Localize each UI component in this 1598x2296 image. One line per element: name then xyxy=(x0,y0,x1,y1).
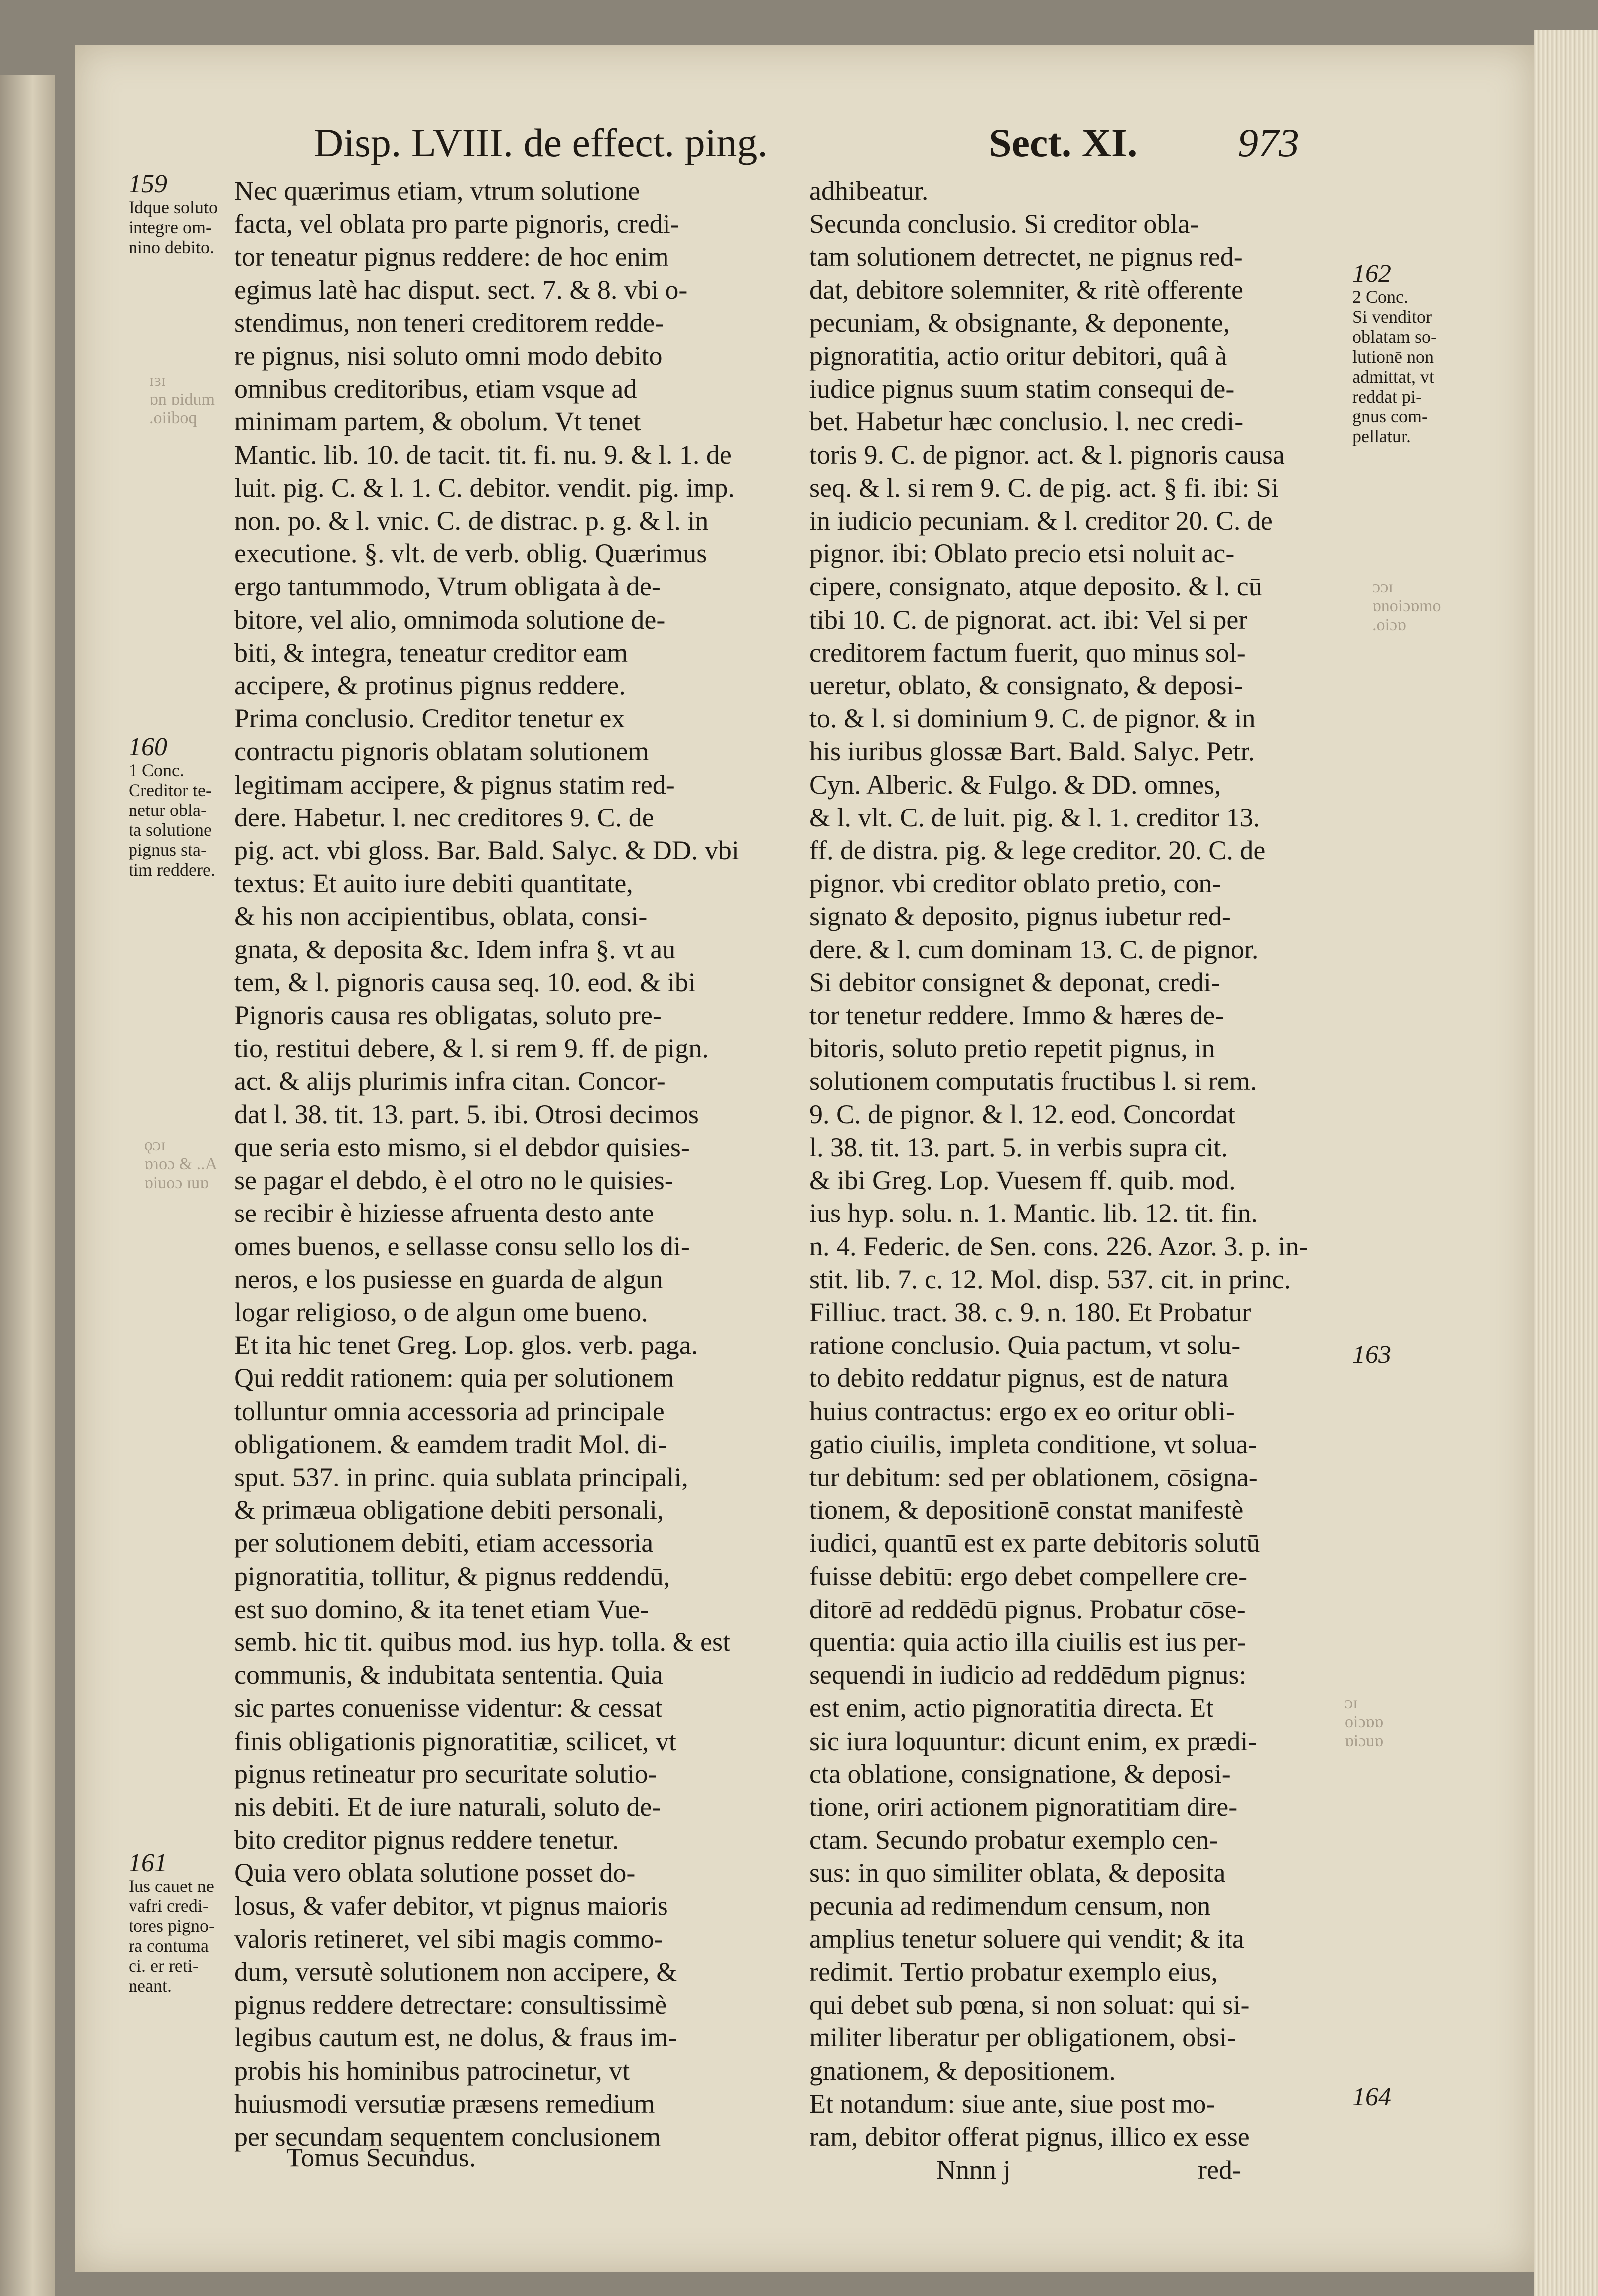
text-line: quentia: quia actio illa ciuilis est ius per- xyxy=(809,1626,1246,1657)
text-line: per solutionem debiti, etiam accessoria xyxy=(234,1528,654,1558)
text-line: Nec quærimus etiam, vtrum solutione xyxy=(234,176,640,206)
text-line: sequendi in iudicio ad reddēdum pignus: xyxy=(809,1660,1247,1690)
text-line: egimus latè hac disput. sect. 7. & 8. vbi o- xyxy=(234,274,688,305)
text-line: & primæua obligatione debiti personali, xyxy=(234,1495,664,1525)
text-line: sic iura loquuntur: dicunt enim, ex prædi- xyxy=(809,1726,1257,1756)
text-line: pignus reddere detrectare: consultissimè xyxy=(234,1990,667,2020)
margin-note-line: admittat, vt xyxy=(1352,367,1434,387)
text-line: dum, versutè solutionem non accipere, & xyxy=(234,1956,677,1987)
margin-note-line: gnus com- xyxy=(1352,406,1428,426)
text-line: n. 4. Federic. de Sen. cons. 226. Azor. 3. p. in- xyxy=(809,1231,1308,1261)
margin-note-number: 160 xyxy=(129,733,167,761)
margin-note-line: netur obla- xyxy=(129,800,207,820)
text-line: pignor. vbi creditor oblato pretio, con- xyxy=(809,868,1221,899)
margin-note-line: Idque soluto xyxy=(129,197,218,217)
margin-note-number: 159 xyxy=(129,170,167,198)
text-line: legitimam accipere, & pignus statim red- xyxy=(234,769,675,800)
text-line: per secundam sequentem conclusionem xyxy=(234,2121,661,2152)
text-line: dat l. 38. tit. 13. part. 5. ibi. Otrosi decimos xyxy=(234,1099,699,1129)
margin-note-number: 162 xyxy=(1352,260,1391,288)
text-line: to. & l. si dominium 9. C. de pignor. & in xyxy=(809,703,1256,734)
margin-note-line: Si venditor xyxy=(1352,307,1432,327)
margin-note-line: integre om- xyxy=(129,217,212,237)
text-line: his iuribus glossæ Bart. Bald. Salyc. Petr. xyxy=(809,736,1255,767)
text-line: tur debitum: sed per oblationem, cōsigna- xyxy=(809,1462,1258,1492)
text-line: gatio ciuilis, impleta conditione, vt solua- xyxy=(809,1429,1257,1459)
text-line: ctam. Secundo probatur exemplo cen- xyxy=(809,1825,1218,1855)
text-line: amplius tenetur soluere qui vendit; & ita xyxy=(809,1923,1244,1954)
text-line: sus: in quo similiter oblata, & deposita xyxy=(809,1858,1226,1888)
text-line: 9. C. de pignor. & l. 12. eod. Concordat xyxy=(809,1099,1235,1129)
text-line: Et notandum: siue ante, siue post mo- xyxy=(809,2088,1215,2119)
section-head: Sect. XI. xyxy=(989,120,1138,165)
bleed-through-left-2: ǫᴐɪ ɒɿoɔ & ..A ɒiuoɔ ɪuɒ xyxy=(144,1136,218,1192)
margin-note-line: 1 Conc. xyxy=(129,760,184,780)
right-text-column xyxy=(809,174,1360,2153)
text-line: omes buenos, e sellasse consu sello los di- xyxy=(234,1231,690,1261)
margin-note-line: reddat pi- xyxy=(1352,387,1422,406)
text-line: minimam partem, & obolum. Vt tenet xyxy=(234,406,641,437)
text-line: tione, oriri actionem pignoratitiam dire- xyxy=(809,1791,1238,1822)
page-number: 973 xyxy=(1238,120,1299,165)
text-line: Mantic. lib. 10. de tacit. tit. fi. nu. 9. & l. 1. de xyxy=(234,439,732,470)
text-line: se pagar el debdo, è el otro no le quisies- xyxy=(234,1165,673,1196)
text-line: stit. lib. 7. c. 12. Mol. disp. 537. cit. in princ. xyxy=(809,1264,1291,1294)
text-line: militer liberatur per obligationem, obsi- xyxy=(809,2023,1236,2053)
text-line: solutionem computatis fructibus l. si rem. xyxy=(809,1066,1257,1096)
text-line: contractu pignoris oblatam solutionem xyxy=(234,736,649,767)
text-line: ram, debitor offerat pignus, illico ex esse xyxy=(809,2121,1250,2152)
text-line: pignor. ibi: Oblato precio etsi noluit ac- xyxy=(809,539,1235,569)
margin-note-line: nino debito. xyxy=(129,237,214,257)
margin-note-line: vafri credi- xyxy=(129,1896,209,1916)
text-line: executione. §. vlt. de verb. oblig. Quærimus xyxy=(234,539,707,569)
margin-note-line: 2 Conc. xyxy=(1352,287,1408,307)
text-line: dere. & l. cum dominam 13. C. de pignor. xyxy=(809,934,1259,964)
text-line: cipere, consignato, atque deposito. & l. cū xyxy=(809,571,1262,602)
text-line: redimit. Tertio probatur exemplo eius, xyxy=(809,1956,1218,1987)
margin-note-line: lutionē non xyxy=(1352,347,1434,367)
bleed-through-right-2: ᴐɪ oiɔɒɒ ɒiɔuɒ xyxy=(1345,1694,1384,1750)
text-line: adhibeatur. xyxy=(809,176,929,206)
margin-note-line: Ius cauet ne xyxy=(129,1876,214,1896)
text-line: Qui reddit rationem: quia per solutionem xyxy=(234,1363,674,1393)
margin-note-number: 163 xyxy=(1352,1341,1391,1369)
margin-note-line: pellatur. xyxy=(1352,426,1411,446)
text-line: & ibi Greg. Lop. Vuesem ff. quib. mod. xyxy=(809,1165,1236,1196)
text-line: sic partes conuenisse videntur: & cessat xyxy=(234,1693,663,1723)
text-line: Cyn. Alberic. & Fulgo. & DD. omnes, xyxy=(809,769,1221,800)
text-line: bitore, vel alio, omnimoda solutione de- xyxy=(234,604,666,635)
margin-note-159 xyxy=(129,170,218,257)
margin-note-line: ci. er reti- xyxy=(129,1956,199,1976)
text-line: toris 9. C. de pignor. act. & l. pignoris causa xyxy=(809,439,1285,470)
margin-note-line: ra contuma xyxy=(129,1936,209,1956)
text-line: re pignus, nisi soluto omni modo debito xyxy=(234,341,663,371)
text-line: losus, & vafer debitor, vt pignus maioris xyxy=(234,1891,668,1921)
text-line: & l. vlt. C. de luit. pig. & l. 1. creditor 13. xyxy=(809,802,1260,832)
running-head: Disp. LVIII. de effect. ping. xyxy=(314,120,768,165)
text-line: tibi 10. C. de pignorat. act. ibi: Vel si per xyxy=(809,604,1248,635)
margin-note-line: neant. xyxy=(129,1976,172,1996)
text-line: tor teneatur pignus reddere: de hoc enim xyxy=(234,242,669,272)
text-line: fuisse debitū: ergo debet compellere cre- xyxy=(809,1561,1248,1591)
margin-note-160 xyxy=(129,733,215,880)
text-line: pignus retineatur pro securitate solutio- xyxy=(234,1758,657,1789)
text-line: Pignoris causa res obligatas, soluto pre- xyxy=(234,1000,662,1031)
text-line: dere. Habetur. l. nec creditores 9. C. de xyxy=(234,802,654,832)
text-line: legibus cautum est, ne dolus, & fraus im- xyxy=(234,2023,677,2053)
text-line: Si debitor consignet & deponat, credi- xyxy=(809,967,1220,997)
margin-note-line: oblatam so- xyxy=(1352,327,1437,347)
text-line: to debito reddatur pignus, est de natura xyxy=(809,1363,1229,1393)
text-line: logar religioso, o de algun ome bueno. xyxy=(234,1297,648,1327)
text-line: Filliuc. tract. 38. c. 9. n. 180. Et Probatur xyxy=(809,1297,1251,1327)
text-line: ueretur, oblato, & consignato, & deposi- xyxy=(809,671,1243,701)
text-line: luit. pig. C. & l. 1. C. debitor. vendit. pig. imp. xyxy=(234,472,735,503)
text-line: tam solutionem detrectet, ne pignus red- xyxy=(809,242,1243,272)
text-line: stendimus, non teneri creditorem redde- xyxy=(234,307,664,338)
text-line: huiusmodi versutiæ præsens remedium xyxy=(234,2088,655,2119)
margin-note-number: 161 xyxy=(129,1849,167,1877)
volume-footer: Tomus Secundus. xyxy=(286,2143,476,2172)
text-line: tio, restitui debere, & l. si rem 9. ff. de pign. xyxy=(234,1033,709,1064)
page-stack-edge xyxy=(1534,30,1598,2296)
text-line: gnationem, & depositionem. xyxy=(809,2055,1116,2086)
text-line: bet. Habetur hæc conclusio. l. nec credi- xyxy=(809,406,1244,437)
text-line: bito creditor pignus reddere tenetur. xyxy=(234,1825,619,1855)
text-line: signato & deposito, pignus iubetur red- xyxy=(809,901,1231,932)
text-line: seq. & l. si rem 9. C. de pig. act. § fi. ibi: Si xyxy=(809,472,1279,503)
text-line: & his non accipientibus, oblata, consi- xyxy=(234,901,648,932)
text-line: iudice pignus suum statim consequi de- xyxy=(809,374,1235,404)
text-line: Quia vero oblata solutione posset do- xyxy=(234,1858,636,1888)
text-line: textus: Et auito iure debiti quantitate, xyxy=(234,868,633,899)
text-line: tem, & l. pignoris causa seq. 10. eod. & ibi xyxy=(234,967,696,997)
text-line: ditorē ad reddēdū pignus. Probatur cōse- xyxy=(809,1594,1246,1624)
text-line: valoris retineret, vel sibi magis commo- xyxy=(234,1923,663,1954)
adjacent-page-edge xyxy=(0,75,55,2296)
text-line: Secunda conclusio. Si creditor obla- xyxy=(809,209,1199,239)
margin-note-number: 164 xyxy=(1352,2083,1391,2111)
margin-note-164 xyxy=(1352,2083,1391,2111)
margin-note-161 xyxy=(129,1849,215,1996)
text-line: communis, & indubitata sententia. Quia xyxy=(234,1660,663,1690)
text-line: pignoratitia, tollitur, & pignus reddendū, xyxy=(234,1561,670,1591)
text-line: iudici, quantū est ex parte debitoris solutū xyxy=(809,1528,1260,1558)
margin-note-line: ta solutione xyxy=(129,820,212,840)
text-line: creditorem factum fuerit, quo minus sol- xyxy=(809,637,1246,668)
text-line: facta, vel oblata pro parte pignoris, credi- xyxy=(234,209,679,239)
margin-note-line: pignus sta- xyxy=(129,840,207,860)
text-line: tionem, & depositionē constat manifestè xyxy=(809,1495,1244,1525)
text-line: pignoratitia, actio oritur debitori, quâ à xyxy=(809,341,1227,371)
text-line: cta oblatione, consignatione, & deposi- xyxy=(809,1758,1231,1789)
text-line: Et ita hic tenet Greg. Lop. glos. verb. paga. xyxy=(234,1330,698,1360)
text-line: non. po. & l. vnic. C. de distrac. p. g. & l. in xyxy=(234,506,709,536)
catchword: red- xyxy=(1198,2155,1241,2185)
bleed-through-left-1: ɪɜɪ ɒn ɒidum .oiiboq xyxy=(149,371,215,427)
text-line: biti, & integra, teneatur creditor eam xyxy=(234,637,628,668)
text-line: act. & alijs plurimis infra citan. Concor- xyxy=(234,1066,666,1096)
text-line: est enim, actio pignoratitia directa. Et xyxy=(809,1693,1214,1723)
text-line: dat, debitore solemniter, & ritè offerente xyxy=(809,274,1244,305)
text-line: huius contractus: ergo ex eo oritur obli- xyxy=(809,1396,1235,1426)
text-line: pecuniam, & obsignante, & deponente, xyxy=(809,307,1230,338)
text-line: est suo domino, & ita tenet etiam Vue- xyxy=(234,1594,649,1624)
text-line: tor tenetur reddere. Immo & hæres de- xyxy=(809,1000,1224,1031)
margin-note-line: tores pigno- xyxy=(129,1916,215,1936)
text-line: in iudicio pecuniam. & l. creditor 20. C. de xyxy=(809,506,1273,536)
margin-note-line: tim reddere. xyxy=(129,860,215,880)
left-text-column xyxy=(234,174,787,2153)
text-line: ergo tantummodo, Vtrum obligata à de- xyxy=(234,571,661,602)
text-line: finis obligationis pignoratitiæ, scilicet, vt xyxy=(234,1726,676,1756)
text-line: ff. de distra. pig. & lege creditor. 20. C. de xyxy=(809,835,1266,866)
text-line: ius hyp. solu. n. 1. Mantic. lib. 12. tit. fin. xyxy=(809,1198,1258,1228)
text-line: probis his hominibus patrocinetur, vt xyxy=(234,2055,630,2086)
text-line: bitoris, soluto pretio repetit pignus, in xyxy=(809,1033,1215,1064)
text-line: se recibir è hiziesse afruenta desto ante xyxy=(234,1198,654,1228)
text-line: que seria esto mismo, si el debdor quisies- xyxy=(234,1132,690,1162)
text-line: accipere, & protinus pignus reddere. xyxy=(234,671,626,701)
text-line: l. 38. tit. 13. part. 5. in verbis supra cit. xyxy=(809,1132,1228,1162)
text-line: qui debet sub pœna, si non soluat: qui si- xyxy=(809,1990,1250,2020)
text-line: semb. hic tit. quibus mod. ius hyp. tolla. & est xyxy=(234,1626,730,1657)
bleed-through-right-1: ᴐᴐɪ ɒnoiɔɒmo .oiɔɒ xyxy=(1372,578,1441,634)
margin-note-162 xyxy=(1352,260,1437,446)
text-line: obligationem. & eamdem tradit Mol. di- xyxy=(234,1429,667,1459)
text-line: Prima conclusio. Creditor tenetur ex xyxy=(234,703,625,734)
signature-mark: Nnnn j xyxy=(936,2155,1011,2185)
text-line: nis debiti. Et de iure naturali, soluto de- xyxy=(234,1791,661,1822)
text-line: omnibus creditoribus, etiam vsque ad xyxy=(234,374,637,404)
text-line: gnata, & deposita &c. Idem infra §. vt au xyxy=(234,934,676,964)
text-line: tolluntur omnia accessoria ad principale xyxy=(234,1396,665,1426)
text-line: sput. 537. in princ. quia sublata principali, xyxy=(234,1462,688,1492)
text-line: ratione conclusio. Quia pactum, vt solu- xyxy=(809,1330,1241,1360)
margin-note-163 xyxy=(1352,1341,1391,1369)
text-line: pecunia ad redimendum censum, non xyxy=(809,1891,1211,1921)
text-line: pig. act. vbi gloss. Bar. Bald. Salyc. & DD. vbi xyxy=(234,835,739,866)
margin-note-line: Creditor te- xyxy=(129,780,212,800)
text-line: neros, e los pusiesse en guarda de algun xyxy=(234,1264,663,1294)
